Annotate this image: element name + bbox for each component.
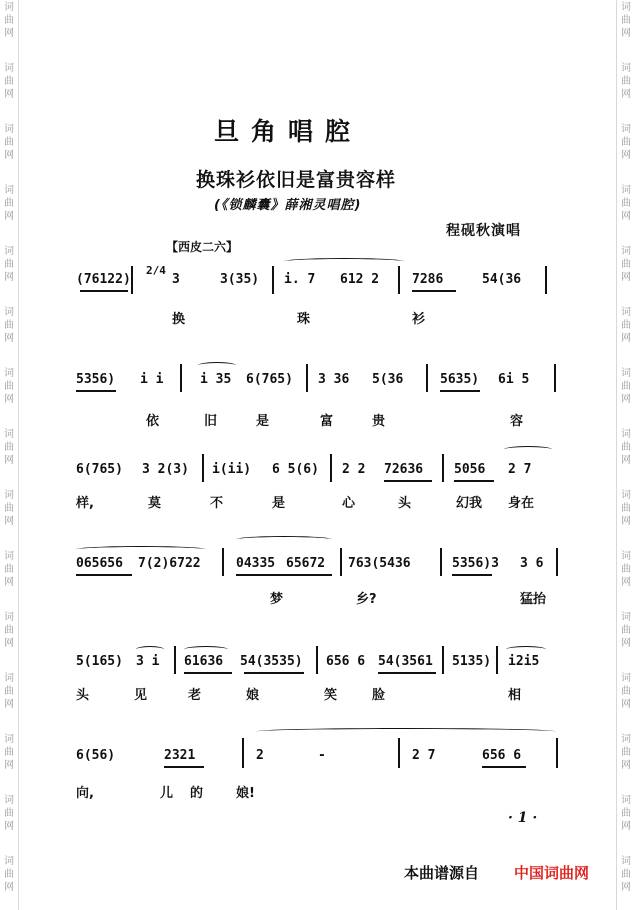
watermark-glyph: 网 <box>621 699 631 710</box>
watermark-glyph: 曲 <box>621 808 631 819</box>
watermark-glyph: 词 <box>4 673 14 684</box>
note-group: (76122) <box>76 272 131 287</box>
bar-line <box>442 454 444 482</box>
watermark-glyph: 词 <box>621 368 631 379</box>
bar-line <box>340 548 342 576</box>
lyric: 乡? <box>356 592 377 607</box>
slur <box>184 646 228 653</box>
lyric: 是 <box>256 414 270 429</box>
note-group: 5135) <box>452 654 492 669</box>
watermark-glyph: 曲 <box>621 564 631 575</box>
watermark-glyph: 网 <box>4 28 14 39</box>
watermark-glyph: 曲 <box>4 259 14 270</box>
lyric: 娘 <box>246 688 260 703</box>
bar-line <box>316 646 318 674</box>
watermark-glyph: 曲 <box>4 15 14 26</box>
lyric: 不 <box>210 496 224 511</box>
slur <box>76 546 206 553</box>
watermark-glyph: 曲 <box>4 869 14 880</box>
watermark-glyph: 曲 <box>4 747 14 758</box>
watermark-glyph: 词 <box>4 185 14 196</box>
note-group: 65672 <box>286 556 326 571</box>
lyric: 换 <box>172 312 186 327</box>
watermark-glyph: 曲 <box>621 381 631 392</box>
note-group: 54(3561 <box>378 654 433 669</box>
watermark-glyph: 网 <box>4 821 14 832</box>
page-number: · 1 · <box>508 810 538 826</box>
watermark-glyph: 词 <box>621 734 631 745</box>
note-group: 7(2)6722 <box>138 556 201 571</box>
watermark-glyph: 网 <box>621 760 631 771</box>
watermark-glyph: 词 <box>621 185 631 196</box>
watermark-glyph: 词 <box>4 307 14 318</box>
bar-line <box>222 548 224 576</box>
note-group: 54(3535) <box>240 654 303 669</box>
lyric: 珠 <box>297 312 311 327</box>
watermark-glyph: 网 <box>4 882 14 893</box>
watermark-glyph: 曲 <box>621 747 631 758</box>
watermark-glyph: 网 <box>4 699 14 710</box>
watermark-glyph: 网 <box>4 638 14 649</box>
underline <box>244 672 304 674</box>
watermark-glyph: 词 <box>4 63 14 74</box>
watermark-glyph: 词 <box>621 307 631 318</box>
lyric: 脸 <box>372 688 386 703</box>
watermark-glyph: 曲 <box>4 320 14 331</box>
tempo-marking: 【西皮二六】 <box>166 240 239 254</box>
watermark-glyph: 网 <box>621 455 631 466</box>
watermark-glyph: 网 <box>621 272 631 283</box>
watermark-glyph: 曲 <box>4 564 14 575</box>
right-watermark-strip <box>616 0 635 910</box>
note-group: 3 2(3) <box>142 462 189 477</box>
watermark-glyph: 曲 <box>621 869 631 880</box>
note-group: 2 7 <box>508 462 532 477</box>
note-group: 3 i <box>136 654 160 669</box>
watermark-glyph: 网 <box>621 333 631 344</box>
bar-line <box>554 364 556 392</box>
watermark-glyph: 网 <box>621 516 631 527</box>
watermark-glyph: 网 <box>621 211 631 222</box>
note-group: 5356) <box>76 372 116 387</box>
note-group: 6i 5 <box>498 372 530 387</box>
left-watermark-strip <box>0 0 19 910</box>
watermark-glyph: 词 <box>621 63 631 74</box>
lyric: 相 <box>508 688 522 703</box>
watermark-glyph: 网 <box>621 394 631 405</box>
watermark-glyph: 词 <box>621 429 631 440</box>
source-label: 本曲谱源自 <box>404 864 480 882</box>
watermark-glyph: 曲 <box>4 442 14 453</box>
lyric: 是 <box>272 496 286 511</box>
lyric: 样, <box>76 496 94 511</box>
note-group: 72636 <box>384 462 424 477</box>
note-group: 612 2 <box>340 272 380 287</box>
note-group: 656 6 <box>482 748 522 763</box>
lyric: 心 <box>342 496 356 511</box>
bar-line <box>242 738 244 768</box>
bar-line <box>306 364 308 392</box>
note-group: 5635) <box>440 372 480 387</box>
watermark-glyph: 词 <box>4 612 14 623</box>
lyric: 旧 <box>204 414 218 429</box>
slur <box>506 646 546 653</box>
bar-line <box>272 266 274 294</box>
note-group: 2 <box>256 748 264 763</box>
bar-line <box>556 738 558 768</box>
lyric: 儿 <box>160 786 174 801</box>
watermark-glyph: 词 <box>4 795 14 806</box>
slur <box>284 258 404 265</box>
slur <box>504 446 552 453</box>
underline <box>482 766 526 768</box>
note-group: i 35 <box>200 372 232 387</box>
watermark-glyph: 词 <box>4 246 14 257</box>
watermark-glyph: 曲 <box>4 76 14 87</box>
watermark-glyph: 词 <box>621 124 631 135</box>
note-group: 6(56) <box>76 748 116 763</box>
note-group: 2 2 <box>342 462 366 477</box>
watermark-glyph: 网 <box>621 89 631 100</box>
note-group: 04335 <box>236 556 276 571</box>
note-group: 065656 <box>76 556 123 571</box>
watermark-glyph: 词 <box>4 856 14 867</box>
bar-line <box>174 646 176 674</box>
watermark-glyph: 网 <box>621 150 631 161</box>
bar-line <box>545 266 547 294</box>
note-group: 2 7 <box>412 748 436 763</box>
lyric: 莫 <box>148 496 162 511</box>
watermark-glyph: 网 <box>621 28 631 39</box>
note-group: 61636 <box>184 654 224 669</box>
note-group: 5056 <box>454 462 486 477</box>
underline <box>384 480 432 482</box>
bar-line <box>496 646 498 674</box>
watermark-glyph: 曲 <box>621 442 631 453</box>
lyric: 向, <box>76 786 94 801</box>
page-title: 旦角唱腔 <box>214 117 363 146</box>
bar-line <box>202 454 204 482</box>
singer-credit: 程砚秋演唱 <box>446 223 521 239</box>
underline <box>76 574 132 576</box>
slur <box>256 728 556 735</box>
watermark-glyph: 网 <box>4 272 14 283</box>
watermark-glyph: 网 <box>4 89 14 100</box>
lyric: 笑 <box>324 688 338 703</box>
watermark-glyph: 词 <box>4 124 14 135</box>
note-group: i(ii) <box>212 462 252 477</box>
underline <box>236 574 332 576</box>
song-title: 换珠衫依旧是富贵容样 <box>196 169 397 191</box>
note-group: 6(765) <box>76 462 123 477</box>
bar-line <box>180 364 182 392</box>
song-origin: (《锁麟囊》薛湘灵唱腔) <box>214 198 362 213</box>
lyric: 的 <box>190 786 204 801</box>
lyric: 衫 <box>412 312 426 327</box>
underline <box>378 672 436 674</box>
bar-line <box>442 646 444 674</box>
note-group: 2321 <box>164 748 196 763</box>
time-signature: 2/4 <box>146 264 166 277</box>
note-group: i i <box>140 372 164 387</box>
note-group: 5356)3 <box>452 556 499 571</box>
watermark-glyph: 词 <box>4 368 14 379</box>
watermark-glyph: 曲 <box>4 198 14 209</box>
bar-line <box>440 548 442 576</box>
watermark-glyph: 网 <box>4 150 14 161</box>
watermark-glyph: 曲 <box>4 686 14 697</box>
underline <box>452 574 492 576</box>
note-group: 5(36 <box>372 372 404 387</box>
lyric: 梦 <box>270 592 284 607</box>
watermark-glyph: 曲 <box>4 137 14 148</box>
bar-line <box>556 548 558 576</box>
slur <box>236 536 332 543</box>
watermark-glyph: 词 <box>621 490 631 501</box>
lyric: 身在 <box>508 496 535 511</box>
note-group: i. 7 <box>284 272 316 287</box>
watermark-glyph: 曲 <box>621 503 631 514</box>
note-group: 7286 <box>412 272 444 287</box>
watermark-glyph: 词 <box>621 795 631 806</box>
watermark-glyph: 网 <box>4 211 14 222</box>
note-group: i2i5 <box>508 654 540 669</box>
watermark-glyph: 网 <box>4 394 14 405</box>
underline <box>184 672 232 674</box>
lyric: 见 <box>134 688 148 703</box>
lyric: 幻我 <box>456 496 483 511</box>
note-group: 54(36 <box>482 272 522 287</box>
underline <box>440 390 480 392</box>
watermark-glyph: 网 <box>4 455 14 466</box>
watermark-glyph: 网 <box>4 333 14 344</box>
lyric: 贵 <box>372 414 386 429</box>
watermark-glyph: 词 <box>4 2 14 13</box>
watermark-glyph: 词 <box>4 734 14 745</box>
watermark-glyph: 词 <box>4 429 14 440</box>
watermark-glyph: 词 <box>621 612 631 623</box>
site-name-link[interactable]: 中国词曲网 <box>514 864 590 882</box>
underline <box>76 390 116 392</box>
note-group: 5(165) <box>76 654 123 669</box>
note-group: 6 5(6) <box>272 462 319 477</box>
watermark-glyph: 曲 <box>621 686 631 697</box>
watermark-glyph: 曲 <box>621 259 631 270</box>
watermark-glyph: 网 <box>4 577 14 588</box>
lyric: 老 <box>188 688 202 703</box>
bar-line <box>131 266 133 294</box>
watermark-glyph: 曲 <box>4 808 14 819</box>
watermark-glyph: 曲 <box>621 198 631 209</box>
watermark-glyph: 网 <box>621 882 631 893</box>
watermark-glyph: 曲 <box>4 381 14 392</box>
watermark-glyph: 曲 <box>621 76 631 87</box>
watermark-glyph: 网 <box>621 638 631 649</box>
watermark-glyph: 网 <box>4 760 14 771</box>
lyric: 依 <box>146 414 160 429</box>
watermark-glyph: 网 <box>621 577 631 588</box>
note-group: 3 6 <box>520 556 544 571</box>
watermark-glyph: 曲 <box>621 625 631 636</box>
watermark-glyph: 曲 <box>4 625 14 636</box>
note-group: 3 <box>172 272 180 287</box>
underline <box>454 480 494 482</box>
watermark-glyph: 词 <box>621 2 631 13</box>
note-group: 3 36 <box>318 372 350 387</box>
bar-line <box>398 738 400 768</box>
slur <box>136 646 164 653</box>
bar-line <box>330 454 332 482</box>
watermark-glyph: 曲 <box>621 320 631 331</box>
lyric: 容 <box>510 414 524 429</box>
watermark-glyph: 词 <box>4 551 14 562</box>
note-group: 656 6 <box>326 654 366 669</box>
bar-line <box>426 364 428 392</box>
watermark-glyph: 词 <box>621 856 631 867</box>
lyric: 娘! <box>236 786 255 801</box>
underline <box>164 766 204 768</box>
watermark-glyph: 词 <box>621 551 631 562</box>
underline <box>412 290 456 292</box>
lyric: 头 <box>398 496 412 511</box>
note-group: 6(765) <box>246 372 293 387</box>
watermark-glyph: 曲 <box>621 137 631 148</box>
underline <box>80 290 128 292</box>
watermark-glyph: 曲 <box>4 503 14 514</box>
watermark-glyph: 网 <box>621 821 631 832</box>
lyric: 富 <box>320 414 334 429</box>
watermark-glyph: 词 <box>4 490 14 501</box>
note-group: 763(5436 <box>348 556 411 571</box>
slur <box>198 362 236 369</box>
lyric: 猛抬 <box>520 592 547 607</box>
lyric: 头 <box>76 688 90 703</box>
note-group: - <box>318 748 326 763</box>
bar-line <box>398 266 400 294</box>
watermark-glyph: 网 <box>4 516 14 527</box>
watermark-glyph: 词 <box>621 673 631 684</box>
watermark-glyph: 词 <box>621 246 631 257</box>
note-group: 3(35) <box>220 272 260 287</box>
watermark-glyph: 曲 <box>621 15 631 26</box>
